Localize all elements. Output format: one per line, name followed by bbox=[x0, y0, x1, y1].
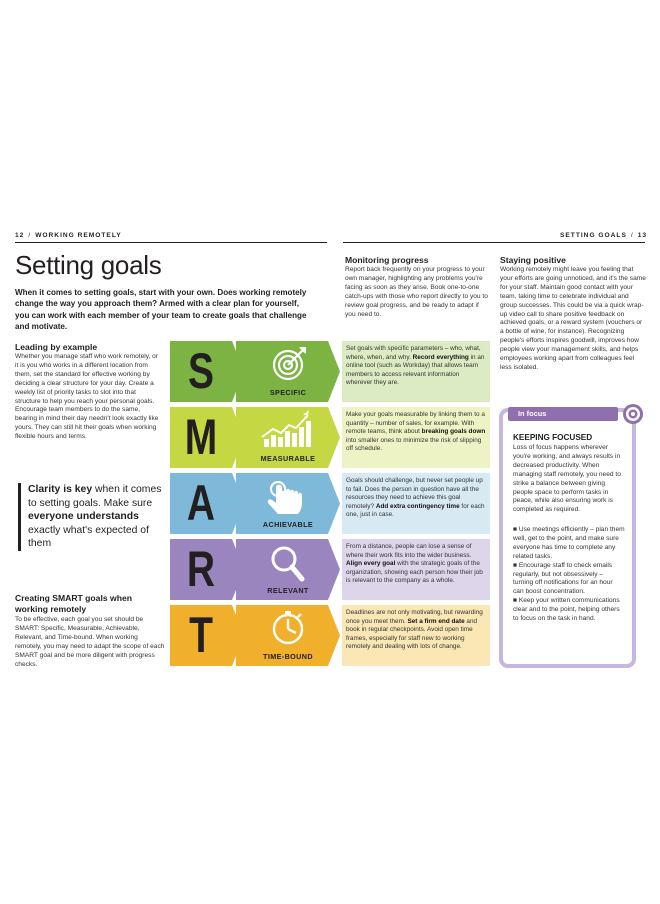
time-bound-label: TIME-BOUND bbox=[263, 652, 313, 661]
intro-paragraph: When it comes to setting goals, start with your own. Does working remotely change the way you approach them? Armed with a clear plan for yourself, you can work with each member of your team to create goals that challenge and motivate. bbox=[15, 288, 307, 332]
target-icon bbox=[622, 403, 644, 425]
list-item: ■ Keep your written communications clear and to the point, helping others to focus on the task in hand. bbox=[513, 597, 620, 623]
staying-text: Working remotely might leave you feeling that your efforts are going unnoticed, and it's the same for your staff. Maintain good contact with your team, taking time to celebrate individual and group successes. This could be via a quick wrap-up video call to share positive feedback on achieved goals, or a reward system (vouchers or a bottle of wine, for instance). Recognizing people's efforts inspires goodwill, improves how people view your management skills, and helps employees working apart from colleagues feel less isolated. bbox=[500, 266, 646, 371]
letter-a: A bbox=[170, 473, 246, 534]
smart-row-relevant bbox=[170, 539, 490, 600]
list-item: ■ Use meetings efficiently – plan them well, get to the point, and make sure everyone has time to complete any related tasks. bbox=[513, 526, 625, 560]
relevant-description: From a distance, people can lose a sense of where their work fits into the wider business. Align every goal with the strategic goals of the organization, showing each person how their job is relevant to the company as a whole. bbox=[342, 539, 490, 600]
letter-s: S bbox=[170, 341, 246, 402]
left-header-rule bbox=[15, 242, 327, 243]
left-section-name: WORKING REMOTELY bbox=[35, 232, 122, 239]
measurable-description: Make your goals measurable by linking them to a quantity – number of sales, for example. With remote teams, think about breaking goals down into smaller ones to minimize the risk of slipping off schedule. bbox=[342, 407, 490, 468]
achievable-icon-cell bbox=[236, 473, 340, 534]
letter-r: R bbox=[170, 539, 246, 600]
page-title: Setting goals bbox=[15, 250, 162, 280]
in-focus-heading: KEEPING FOCUSED bbox=[513, 433, 593, 442]
in-focus-text: Loss of focus happens wherever you're working, and always results in decreased productivity. When managing staff remotely, you need to strike a balance between giving people space to perform tasks in peace, while also ensuring work is completed as required. bbox=[513, 444, 621, 514]
in-focus-tab: In focus bbox=[508, 407, 618, 421]
left-running-head: 12 / WORKING REMOTELY bbox=[15, 232, 122, 239]
achievable-label: ACHIEVABLE bbox=[262, 520, 314, 529]
in-focus-bullets bbox=[513, 526, 625, 624]
right-running-head: SETTING GOALS / 13 bbox=[560, 232, 648, 239]
achievable-description: Goals should challenge, but never set people up to fail. Does the person in question have all the resources they need to achieve this goal remotely? Add extra contingency time for each one, just in case. bbox=[342, 473, 490, 534]
specific-description: Set goals with specific parameters – who, what, where, when, and why. Record everything in an online tool (such as Workday) that allows team members to access relevant information wherever they are. bbox=[342, 341, 490, 402]
creating-text: To be effective, each goal you set should be SMART: Specific, Measurable, Achievable, Relevant, and Time-bound. When working remotely, you may need to adapt the scope of each SMART goal and be more diligent with progress checks. bbox=[15, 616, 165, 668]
creating-heading: Creating SMART goals when working remotely bbox=[15, 593, 132, 614]
list-item: ■ Encourage staff to check emails regularly, but not obsessively – turning off notifications for an hour can boost concentration. bbox=[513, 561, 613, 596]
letter-t: T bbox=[170, 605, 246, 666]
pull-quote: Clarity is key when it comes to setting goals. Make sure everyone understands exactly what's expected of them bbox=[18, 483, 168, 551]
smart-row-specific bbox=[170, 341, 490, 402]
measurable-icon-cell bbox=[236, 407, 340, 468]
smart-row-achievable bbox=[170, 473, 490, 534]
leading-heading: Leading by example bbox=[15, 342, 98, 352]
in-focus-box bbox=[499, 408, 636, 668]
specific-label: SPECIFIC bbox=[269, 388, 307, 397]
right-page-number: 13 bbox=[637, 232, 648, 239]
relevant-label: RELEVANT bbox=[267, 586, 309, 595]
time-bound-description: Deadlines are not only motivating, but rewarding once you meet them. Set a firm end date and book in regular checkpoints. Avoid open time frames, especially for staff new to working remotely and dealing with lots of change. bbox=[342, 605, 490, 666]
left-page-number: 12 bbox=[15, 232, 25, 239]
right-section-name: SETTING GOALS bbox=[560, 232, 627, 239]
letter-m: M bbox=[170, 407, 246, 468]
leading-text: Whether you manage staff who work remotely, or it is you who works in a different location from them, set the standard for effective working by deciding a clear structure for your day. Create a weekly list of priority tasks to slot into that structure to help you reach your personal goals. Encourage team members to do the same, bearing in mind their day needn't look exactly like yours. They can still hit their goals when working flexible hours and terms. bbox=[15, 353, 159, 441]
specific-icon-cell bbox=[236, 341, 340, 402]
smart-row-time-bound bbox=[170, 605, 490, 666]
measurable-label: MEASURABLE bbox=[260, 454, 316, 463]
relevant-icon-cell bbox=[236, 539, 340, 600]
monitoring-heading: Monitoring progress bbox=[345, 255, 429, 265]
monitoring-text: Report back frequently on your progress to your own manager, highlighting any problems you're facing as soon as they arise. Book one-to-one catch-ups with those who report directly to you to review goal progress, and be ready to adapt if you need to. bbox=[345, 266, 488, 318]
smart-row-measurable bbox=[170, 407, 490, 468]
right-header-rule bbox=[343, 242, 645, 243]
staying-heading: Staying positive bbox=[500, 255, 566, 265]
time-bound-icon-cell bbox=[236, 605, 340, 666]
